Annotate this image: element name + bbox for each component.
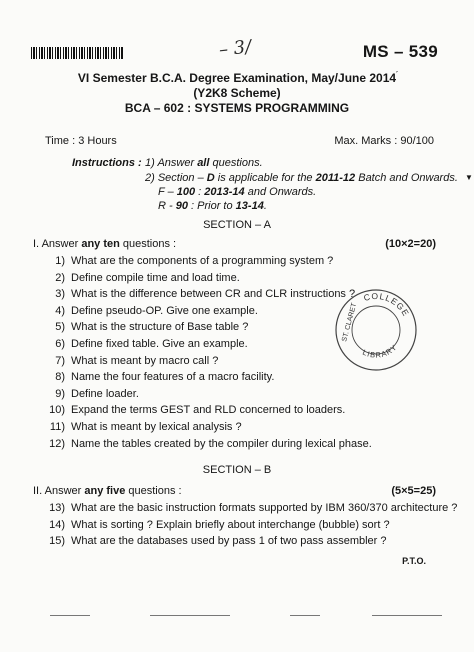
college-library-seal [333, 287, 419, 373]
section-a-prompt: I. Answer any ten questions : [33, 238, 177, 250]
section-b-title: SECTION – B [202, 464, 272, 476]
question-text: What is the structure of Base table ? [71, 321, 249, 334]
question-item [45, 438, 372, 450]
question-number: 14) [49, 518, 65, 531]
instruction-2: 2) Section – D is applicable for the 2011-12 Batch and Onwards. [145, 172, 458, 184]
question-number: 10) [49, 404, 65, 417]
question-text: Define loader. [71, 387, 139, 400]
question-number: 5) [55, 321, 65, 334]
question-text: What are the basic instruction formats supported by IBM 360/370 architecture ? [71, 502, 458, 514]
section-b-marks: (5×5=25) [391, 485, 436, 497]
question-number: 2) [55, 271, 65, 284]
question-item [45, 288, 355, 300]
max-marks: Max. Marks : 90/100 [334, 135, 434, 147]
paper-code: MS – 539 [362, 42, 438, 61]
question-number: 8) [55, 371, 65, 384]
pen-tick: ˊ [395, 70, 399, 82]
svg-text:LIBRARY [361, 343, 399, 360]
question-number: 12) [49, 437, 65, 450]
exam-title: VI Semester B.C.A. Degree Examination, May/June 2014 [77, 71, 397, 85]
footer-divider [372, 615, 442, 616]
question-number: 1) [55, 255, 65, 267]
question-item [45, 305, 258, 317]
question-number: 11) [49, 421, 65, 433]
question-number: 4) [55, 304, 65, 317]
pto-label: P.T.O. [402, 556, 426, 566]
question-item [45, 388, 139, 400]
footer-divider [150, 615, 230, 616]
handwritten-mark: – 3/ [217, 36, 253, 61]
seal-left-text: ST. CLARET [341, 302, 359, 343]
question-number: 6) [55, 338, 65, 350]
section-b-prompt: II. Answer any five questions : [33, 485, 182, 497]
question-text: Name the tables created by the compiler during lexical phase. [71, 437, 372, 450]
question-text: Name the four features of a macro facility. [71, 371, 275, 384]
time-allowed: Time : 3 Hours [45, 135, 117, 147]
scheme: (Y2K8 Scheme) [193, 86, 281, 100]
question-text: What is the difference between CR and CLR instructions ? [71, 288, 356, 301]
question-item [45, 404, 345, 416]
question-text: What are the components of a programming system ? [71, 255, 334, 267]
question-item [45, 321, 248, 333]
barcode [31, 47, 123, 59]
question-number: 9) [55, 387, 65, 400]
question-text: Define pseudo-OP. Give one example. [71, 304, 258, 317]
question-item [45, 272, 240, 284]
question-number: 13) [49, 502, 65, 514]
question-item [45, 519, 390, 531]
footer-divider [290, 615, 320, 616]
instruction-2-f: F – 100 : 2013-14 and Onwards. [158, 186, 317, 198]
question-item [45, 255, 333, 267]
question-item [45, 535, 387, 547]
question-item [45, 338, 248, 350]
section-a-marks: (10×2=20) [385, 238, 436, 250]
margin-mark: ▼ [465, 173, 473, 182]
question-item [45, 421, 242, 433]
question-text: What is meant by macro call ? [71, 354, 219, 367]
question-text: Expand the terms GEST and RLD concerned to loaders. [71, 404, 346, 417]
instruction-1: 1) Answer all questions. [145, 157, 263, 169]
instruction-2-r: R - 90 : Prior to 13-14. [158, 200, 267, 212]
question-number: 3) [55, 288, 65, 301]
footer-divider [50, 615, 90, 616]
question-text: What are the databases used by pass 1 of two pass assembler ? [71, 535, 387, 547]
question-item [45, 371, 274, 383]
question-item [45, 502, 457, 514]
svg-text:COLLEGE [363, 291, 412, 318]
question-text: What is meant by lexical analysis ? [71, 421, 242, 433]
course-title: BCA – 602 : SYSTEMS PROGRAMMING [124, 101, 350, 115]
question-text: What is sorting ? Explain briefly about interchange (bubble) sort ? [71, 518, 390, 531]
section-a-title: SECTION – A [203, 219, 271, 231]
question-text: Define compile time and load time. [71, 271, 240, 284]
seal-bottom-text: LIBRARY [361, 342, 400, 360]
question-item [45, 355, 218, 367]
question-number: 7) [55, 354, 65, 367]
seal-top-text: COLLEGE [362, 290, 412, 319]
instructions-label: Instructions : [72, 157, 142, 169]
question-number: 15) [49, 535, 65, 547]
question-text: Define fixed table. Give an example. [71, 338, 248, 350]
